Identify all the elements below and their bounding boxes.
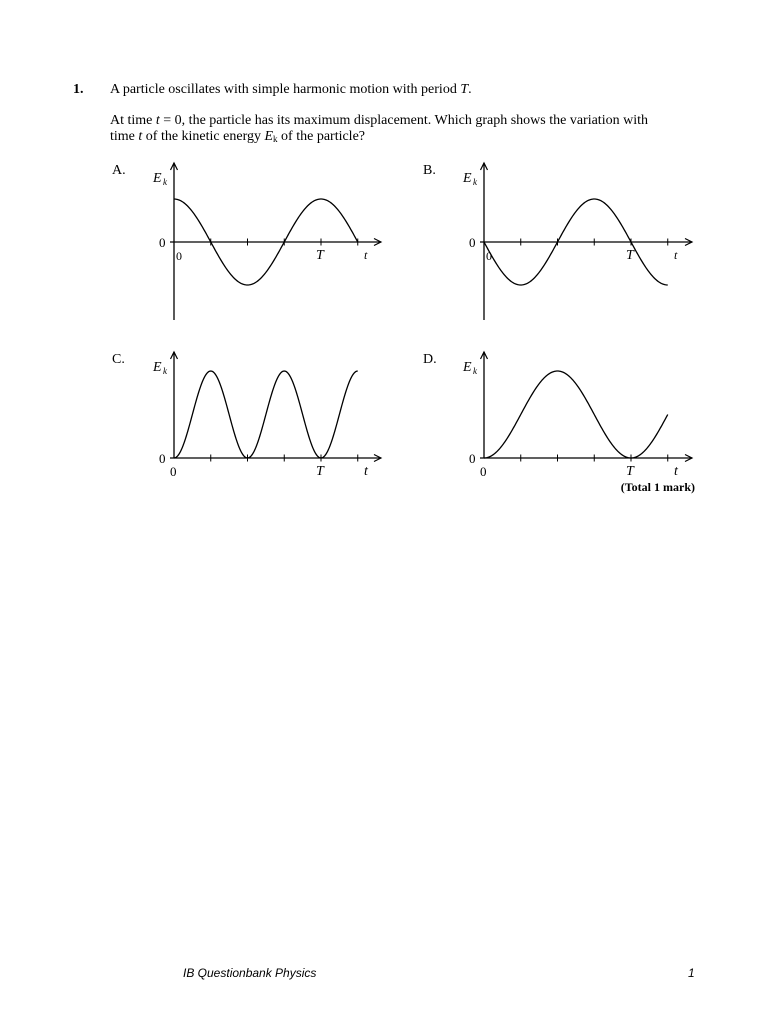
question-line-2: At time t = 0, the particle has its maximum displacement. Which graph shows the variation with <box>110 113 648 128</box>
energy-curve <box>484 371 668 458</box>
graph-d <box>423 352 692 479</box>
x-origin-label: 0 <box>170 464 177 479</box>
x-origin-label: 0 <box>176 249 182 263</box>
total-mark: (Total 1 mark) <box>620 480 695 494</box>
y-origin-label: 0 <box>159 235 166 250</box>
y-axis-label-subscript: k <box>473 366 477 376</box>
question-line-3: time t of the kinetic energy $E_k$ of the particle? <box>110 129 365 144</box>
y-origin-label: 0 <box>469 235 476 250</box>
x-tick-label-period: T <box>316 248 324 263</box>
y-origin-label: 0 <box>159 451 166 466</box>
graph-b <box>423 163 692 320</box>
option-label: B. <box>423 163 436 178</box>
question-line-1: A particle oscillates with simple harmonic motion with period T. <box>110 82 472 97</box>
x-axis-label: t <box>674 248 678 262</box>
graph-a <box>112 163 381 320</box>
option-label: C. <box>112 352 125 367</box>
page-number: 1 <box>688 966 695 980</box>
y-axis-label: E <box>463 360 472 375</box>
x-origin-label: 0 <box>486 249 492 263</box>
x-tick-label-period: T <box>316 464 324 479</box>
y-axis-label: E <box>153 360 162 375</box>
x-tick-label-period: T <box>626 248 634 263</box>
x-tick-label-period: T <box>626 464 634 479</box>
option-label: A. <box>112 163 126 178</box>
x-axis-label: t <box>364 248 368 262</box>
y-axis-label-subscript: k <box>163 366 167 376</box>
graph-c <box>112 352 381 479</box>
x-axis-label: t <box>364 464 368 479</box>
x-axis-label: t <box>674 464 678 479</box>
energy-curve <box>174 371 358 458</box>
y-axis-label: E <box>153 171 162 186</box>
footer-title: IB Questionbank Physics <box>183 966 317 980</box>
y-axis-label: E <box>463 171 472 186</box>
y-axis-label-subscript: k <box>473 177 477 187</box>
y-origin-label: 0 <box>469 451 476 466</box>
x-origin-label: 0 <box>480 464 487 479</box>
question-number: 1. <box>73 82 84 97</box>
y-axis-label-subscript: k <box>163 177 167 187</box>
option-label: D. <box>423 352 437 367</box>
